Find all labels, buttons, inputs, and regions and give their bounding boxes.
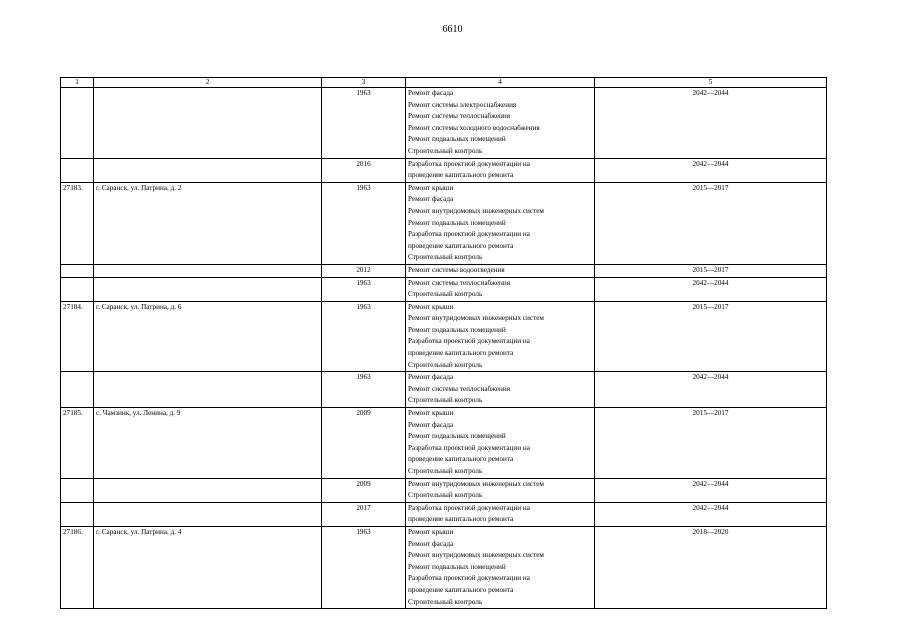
work-item: Ремонт внутридомовых инженерных систем [408,551,544,560]
works-cell [406,88,595,159]
row-number-cell [61,264,94,277]
row-number-cell [61,88,94,159]
work-item: Ремонт системы теплоснабжения [408,112,511,121]
work-item: Ремонт внутридомовых инженерных систем [408,314,544,323]
address-cell [94,277,322,301]
address-cell: г. Саранск, ул. Патрина, д. 6 [94,301,322,372]
period-cell: 2015—2017 [595,182,827,264]
work-item: Ремонт крыши [408,409,454,418]
work-item: Ремонт подвальных помещений [408,325,506,334]
work-item: Ремонт подвальных помещений [408,218,506,227]
work-item: Строительный контроль [408,597,483,606]
row-number-cell [61,372,94,408]
year-cell: 1963 [322,182,406,264]
address-cell [94,264,322,277]
table-row [61,88,827,159]
work-item: Строительный контроль [408,253,483,262]
capital-repair-table [60,77,827,609]
table-row [61,372,827,408]
column-number: 3 [322,78,406,88]
row-number-cell: 27186. [61,526,94,608]
work-item: проведение капитального ремонта [408,455,514,464]
period-cell: 2015—2017 [595,264,827,277]
table-body [61,78,827,609]
works-cell [406,372,595,408]
work-item: Ремонт фасада [408,420,454,429]
works-cell [406,277,595,301]
year-cell: 2016 [322,158,406,182]
period-cell: 2042—2044 [595,88,827,159]
year-cell: 1963 [322,526,406,608]
row-number-cell: 27184. [61,301,94,372]
table-row [61,408,827,479]
works-cell [406,502,595,526]
page-number: 6610 [442,24,463,35]
year-cell: 2009 [322,408,406,479]
work-item: Ремонт внутридомовых инженерных систем [408,479,544,488]
address-cell: г. Саранск, ул. Патрина, д. 4 [94,526,322,608]
address-cell [94,502,322,526]
work-item: Строительный контроль [408,290,483,299]
table-row [61,502,827,526]
period-cell: 2015—2017 [595,301,827,372]
period-cell: 2018—2020 [595,526,827,608]
table-row [61,301,827,372]
works-cell [406,478,595,502]
table-row [61,526,827,608]
row-number-cell [61,277,94,301]
period-cell: 2042—2044 [595,478,827,502]
work-item: Ремонт системы электроснабжения [408,100,517,109]
address-cell [94,158,322,182]
column-number: 5 [595,78,827,88]
work-item: проведение капитального ремонта [408,515,514,524]
works-cell [406,182,595,264]
address-cell: г. Саранск, ул. Патрина, д. 2 [94,182,322,264]
work-item: проведение капитального ремонта [408,171,514,180]
row-number-cell [61,158,94,182]
works-cell [406,408,595,479]
column-number-row [61,78,827,88]
work-item: Разработка проектной документации на [408,159,530,168]
work-item: Строительный контроль [408,467,483,475]
row-number-cell [61,502,94,526]
work-item: проведение капитального ремонта [408,241,514,250]
works-cell [406,301,595,372]
work-item: Ремонт фасада [408,539,454,548]
table-row [61,277,827,301]
period-cell: 2015—2017 [595,408,827,479]
row-number-cell: 27185. [61,408,94,479]
works-cell [406,526,595,608]
work-item: Ремонт системы холодного водоснабжения [408,123,540,132]
year-cell: 1963 [322,301,406,372]
period-cell: 2042—2044 [595,158,827,182]
work-item: Строительный контроль [408,360,483,369]
column-number: 2 [94,78,322,88]
period-cell: 2042—2044 [595,372,827,408]
column-number: 4 [406,78,595,88]
work-item: Ремонт подвальных помещений [408,432,506,441]
work-item: Ремонт фасада [408,195,454,204]
year-cell: 2009 [322,478,406,502]
table-row [61,182,827,264]
work-item: проведение капитального ремонта [408,349,514,358]
address-cell [94,372,322,408]
work-item: проведение капитального ремонта [408,585,514,594]
table-row [61,478,827,502]
work-item: Строительный контроль [408,396,483,405]
year-cell: 2012 [322,264,406,277]
work-item: Ремонт системы водоотведения [408,265,505,274]
row-number-cell [61,478,94,502]
work-item: Ремонт внутридомовых инженерных систем [408,206,544,215]
row-number-cell: 27183. [61,182,94,264]
work-item: Ремонт фасада [408,89,454,97]
work-item: Разработка проектной документации на [408,574,530,583]
period-cell: 2042—2044 [595,277,827,301]
works-cell [406,158,595,182]
work-item: Ремонт подвальных помещений [408,135,506,144]
year-cell: 1963 [322,372,406,408]
year-cell: 1963 [322,277,406,301]
table-row [61,264,827,277]
work-item: Ремонт крыши [408,527,454,536]
work-item: Ремонт системы теплоснабжения [408,278,511,287]
work-item: Разработка проектной документации на [408,443,530,452]
work-item: Разработка проектной документации на [408,230,530,239]
work-item: Ремонт фасада [408,373,454,382]
work-item: Ремонт крыши [408,183,454,192]
work-item: Ремонт подвальных помещений [408,562,506,571]
work-item: Ремонт крыши [408,302,454,311]
table-row [61,158,827,182]
work-item: Строительный контроль [408,146,483,155]
address-cell [94,88,322,159]
period-cell: 2042—2044 [595,502,827,526]
work-item: Строительный контроль [408,491,483,500]
work-item: Разработка проектной документации на [408,337,530,346]
year-cell: 2017 [322,502,406,526]
address-cell [94,478,322,502]
work-item: Разработка проектной документации на [408,503,530,512]
year-cell: 1963 [322,88,406,159]
work-item: Ремонт системы теплоснабжения [408,384,511,393]
column-number: 1 [61,78,94,88]
address-cell: с. Чамзинк, ул. Ленина, д. 9 [94,408,322,479]
works-cell [406,264,595,277]
